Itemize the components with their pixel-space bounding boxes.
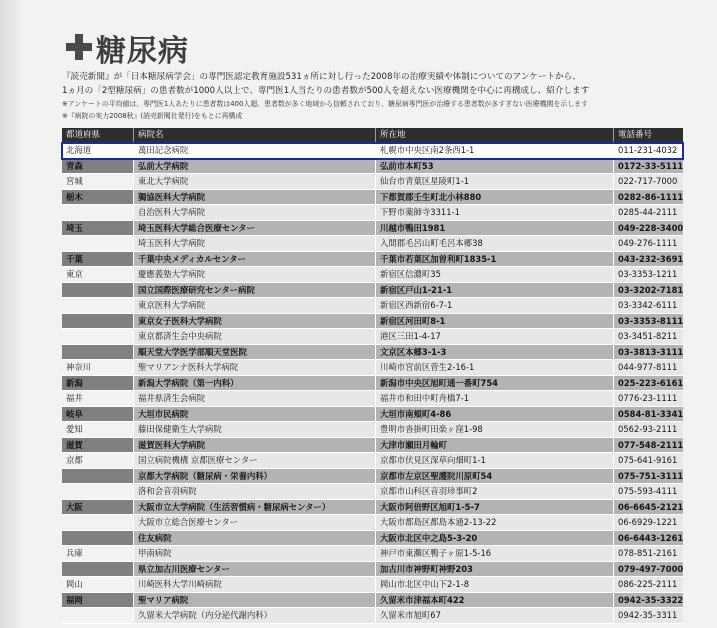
prefecture-cell [62,469,134,484]
phone-cell: 044-977-8111 [614,360,683,375]
table-row[interactable] [62,453,683,469]
prefecture-cell [62,283,134,298]
phone-cell: 0942-35-3311 [614,608,683,623]
table-row[interactable] [62,205,683,221]
prefecture-cell: 新潟 [62,376,134,391]
phone-cell: 0172-33-5111 [614,159,683,174]
address-cell: 京都市左京区聖護院川原町54 [376,469,614,484]
phone-cell: 03-3202-7181 [614,283,683,298]
prefecture-cell: 京都 [62,453,134,468]
table-row[interactable] [62,298,683,314]
table-row[interactable] [62,608,683,624]
prefecture-cell: 滋賀 [62,438,134,453]
phone-cell: 075-751-3111 [614,469,683,484]
table-row[interactable] [62,329,683,345]
prefecture-cell: 東京 [62,267,134,282]
prefecture-cell: 神奈川 [62,360,134,375]
prefecture-cell: 青森 [62,159,134,174]
table-row[interactable] [62,515,683,531]
prefecture-cell: 北海道 [62,143,134,158]
prefecture-cell [62,484,134,499]
prefecture-cell: 宮城 [62,174,134,189]
hospital-name-cell: 福井県済生会病院 [134,391,376,406]
phone-cell: 049-228-3400 [614,221,683,236]
phone-cell: 043-232-3691 [614,252,683,267]
prefecture-cell [62,515,134,530]
header-address: 所在地 [376,128,614,143]
prefecture-cell [62,329,134,344]
phone-cell: 025-223-6161 [614,376,683,391]
table-row[interactable] [62,143,683,159]
prefecture-cell: 千葉 [62,252,134,267]
phone-cell: 03-3342-6111 [614,298,683,313]
phone-cell: 03-3353-1211 [614,267,683,282]
address-cell: 新宿区戸山1-21-1 [376,283,614,298]
phone-cell: 011-231-4032 [614,143,683,158]
prefecture-cell [62,608,134,623]
phone-cell: 03-3813-3111 [614,345,683,360]
page-title: 糖尿病 [96,34,189,69]
hospital-name-cell: 洛和会音羽病院 [134,484,376,499]
table-row[interactable] [62,174,683,190]
header-hospital-name: 病院名 [134,128,376,143]
intro-note-2: ※『病院の実力2008秋』(読売新聞社発行)をもとに再構成 [62,112,243,120]
address-cell: 大垣市南頬町4-86 [376,407,614,422]
hospital-name-cell: 東京医科大学病院 [134,298,376,313]
address-cell: 岡山市北区中山下2-1-8 [376,577,614,592]
address-cell: 加古川市神野町神野203 [376,562,614,577]
table-row[interactable] [62,267,683,283]
prefecture-cell: 兵庫 [62,546,134,561]
address-cell: 久留米市津福本町422 [376,593,614,608]
prefecture-cell: 福井 [62,391,134,406]
address-cell: 京都市山科区音羽珍事町2 [376,484,614,499]
prefecture-cell: 栃木 [62,190,134,205]
table-row[interactable] [62,391,683,407]
prefecture-cell [62,562,134,577]
address-cell: 大阪市北区中之島5-3-20 [376,531,614,546]
hospital-name-cell: 慶應義塾大学病院 [134,267,376,282]
hospital-name-cell: 住友病院 [134,531,376,546]
address-cell: 下都賀郡壬生町北小林880 [376,190,614,205]
table-row[interactable] [62,221,683,237]
hospital-table [62,128,683,624]
phone-cell: 06-6645-2121 [614,500,683,515]
prefecture-cell: 埼玉 [62,221,134,236]
table-row[interactable] [62,376,683,392]
hospital-name-cell: 獨協医科大学病院 [134,190,376,205]
phone-cell: 03-3451-8211 [614,329,683,344]
address-cell: 新宿区信濃町35 [376,267,614,282]
prefecture-cell [62,205,134,220]
prefecture-cell [62,298,134,313]
hospital-name-cell: 甲南病院 [134,546,376,561]
address-cell: 札幌市中央区南2条西1-1 [376,143,614,158]
phone-cell: 078-851-2161 [614,546,683,561]
hospital-name-cell: 弘前大学病院 [134,159,376,174]
phone-cell: 0776-23-1111 [614,391,683,406]
phone-cell: 0282-86-1111 [614,190,683,205]
hospital-name-cell: 聖マリア病院 [134,593,376,608]
hospital-name-cell: 大垣市民病院 [134,407,376,422]
address-cell: 文京区本郷3-1-3 [376,345,614,360]
prefecture-cell: 大阪 [62,500,134,515]
intro-text [62,70,702,122]
table-row[interactable] [62,407,683,423]
prefecture-cell [62,531,134,546]
table-row[interactable] [62,190,683,206]
hospital-name-cell: 久留米大学病院（内分泌代謝内科） [134,608,376,623]
prefecture-cell [62,314,134,329]
address-cell: 港区三田1-4-17 [376,329,614,344]
phone-cell: 03-3353-8111 [614,314,683,329]
address-cell: 豊明市沓掛町田楽ヶ窪1-98 [376,422,614,437]
table-row[interactable] [62,438,683,454]
address-cell: 入間郡毛呂山町毛呂本郷38 [376,236,614,251]
phone-cell: 075-593-4111 [614,484,683,499]
address-cell: 新宿区河田町8-1 [376,314,614,329]
header-prefecture: 都道府県 [62,128,134,143]
hospital-name-cell: 順天堂大学医学部順天堂医院 [134,345,376,360]
table-row[interactable] [62,159,683,175]
hospital-name-cell: 東京女子医科大学病院 [134,314,376,329]
hospital-name-cell: 東北大学病院 [134,174,376,189]
table-row[interactable] [62,469,683,485]
table-row[interactable] [62,593,683,609]
prefecture-cell [62,345,134,360]
hospital-name-cell: 埼玉医科大学病院 [134,236,376,251]
intro-line-1: 『読売新聞』が「日本糖尿病学会」の専門医認定教育施設531ヵ所に対し行った2008年の治療実績や体制についてのアンケートから、 [62,72,581,82]
prefecture-cell: 岐阜 [62,407,134,422]
table-row[interactable] [62,252,683,268]
address-cell: 福井市和田中町舟橋7-1 [376,391,614,406]
address-cell: 川越市鴨田1981 [376,221,614,236]
hospital-name-cell: 大阪市立総合医療センター [134,515,376,530]
address-cell: 新宿区西新宿6-7-1 [376,298,614,313]
prefecture-cell: 福岡 [62,593,134,608]
address-cell: 下野市薬師寺3311-1 [376,205,614,220]
hospital-name-cell: 川崎医科大学川崎病院 [134,577,376,592]
hospital-name-cell: 自治医科大学病院 [134,205,376,220]
phone-cell: 06-6929-1221 [614,515,683,530]
prefecture-cell: 愛知 [62,422,134,437]
table-row[interactable] [62,500,683,516]
plus-icon [66,34,92,60]
address-cell: 新潟市中央区旭町通一番町754 [376,376,614,391]
phone-cell: 077-548-2111 [614,438,683,453]
table-row[interactable] [62,236,683,252]
table-row[interactable] [62,422,683,438]
table-row[interactable] [62,562,683,578]
header-phone: 電話番号 [618,130,653,140]
table-row[interactable] [62,484,683,500]
phone-cell: 049-276-1111 [614,236,683,251]
address-cell: 大阪市阿倍野区旭町1-5-7 [376,500,614,515]
phone-cell: 0942-35-3322 [614,593,683,608]
hospital-name-cell: 国立国際医療研究センター病院 [134,283,376,298]
address-cell: 神戸市東灘区鴨子ヶ原1-5-16 [376,546,614,561]
phone-cell: 0562-93-2111 [614,422,683,437]
page-edge-shadow [0,0,24,628]
table-row[interactable] [62,531,683,547]
address-cell: 大津市瀬田月輪町 [376,438,614,453]
intro-line-2: 1ヵ月の「2型糖尿病」の患者数が1000人以上で、専門医1人当たりの患者数が500人を超えない医療機関を中心に再構成し、紹介します [62,86,590,96]
hospital-name-cell: 県立加古川医療センター [134,562,376,577]
hospital-name-cell: 新潟大学病院（第一内科） [134,376,376,391]
phone-cell: 022-717-7000 [614,174,683,189]
phone-cell: 06-6443-1261 [614,531,683,546]
address-cell: 京都市伏見区深草向畑町1-1 [376,453,614,468]
table-body [62,143,683,624]
hospital-name-cell: 萬田記念病院 [134,143,376,158]
address-cell: 仙台市青葉区星陵町1-1 [376,174,614,189]
hospital-name-cell: 大阪市立大学病院（生活習慣病・糖尿病センター） [134,500,376,515]
phone-cell: 0584-81-3341 [614,407,683,422]
intro-note-1: ※アンケートの平均値は、専門医1人あたりに患者数は400人超。患者数が多く地域から信頼されており、糖尿病専門医が治療する患者数が多すぎない医療機関を示します [62,100,588,108]
address-cell: 弘前市本町53 [376,159,614,174]
prefecture-cell [62,236,134,251]
hospital-name-cell: 埼玉医科大学総合医療センター [134,221,376,236]
table-row[interactable] [62,345,683,361]
address-cell: 大阪市都島区都島本通2-13-22 [376,515,614,530]
table-row[interactable] [62,283,683,299]
hospital-name-cell: 東京都済生会中央病院 [134,329,376,344]
address-cell: 千葉市若葉区加曽利町1835-1 [376,252,614,267]
hospital-name-cell: 京都大学病院（糖尿病・栄養内科） [134,469,376,484]
table-row[interactable] [62,360,683,376]
hospital-name-cell: 聖マリアンナ医科大学病院 [134,360,376,375]
hospital-name-cell: 滋賀医科大学病院 [134,438,376,453]
prefecture-cell: 岡山 [62,577,134,592]
hospital-name-cell: 国立病院機構 京都医療センター [134,453,376,468]
table-header [62,128,683,143]
phone-cell: 079-497-7000 [614,562,683,577]
phone-cell: 086-225-2111 [614,577,683,592]
table-row[interactable] [62,577,683,593]
hospital-name-cell: 千葉中央メディカルセンター [134,252,376,267]
address-cell: 川崎市宮前区菅生2-16-1 [376,360,614,375]
table-row[interactable] [62,546,683,562]
phone-cell: 0285-44-2111 [614,205,683,220]
address-cell: 久留米市旭町67 [376,608,614,623]
table-row[interactable] [62,314,683,330]
phone-cell: 075-641-9161 [614,453,683,468]
hospital-name-cell: 藤田保健衛生大学病院 [134,422,376,437]
